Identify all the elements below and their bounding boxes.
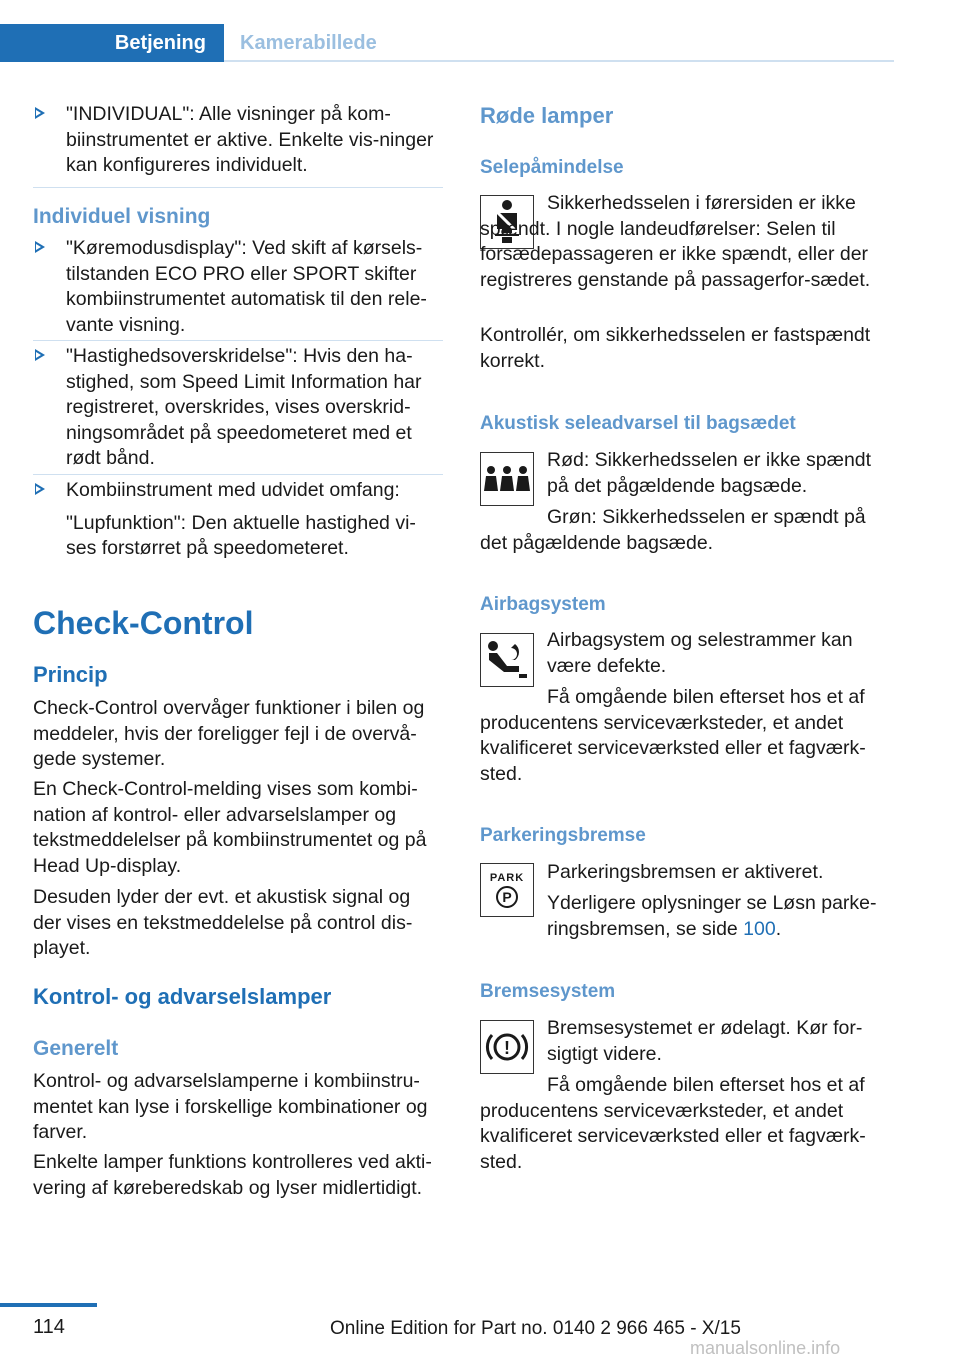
principle-paragraph-1: Check-Control overvåger funktioner i bilen og meddeler, hvis der foreligger fejl i de overvå-gede systemer.: [33, 697, 425, 770]
brake-paragraph-2: Få omgående bilen efterset hos et af producentens serviceværksteder, et andet kvalificeret serviceværksted eller et fagværk-sted.: [480, 1074, 866, 1173]
brake-system-heading: Bremsesystem: [480, 981, 616, 1002]
bullet-speeding: [33, 344, 443, 472]
bullet-text: Kombiinstrument med udvidet omfang:: [66, 479, 400, 501]
bullet-individual: [33, 102, 443, 179]
edition-text: Online Edition for Part no. 0140 2 966 465 - X/15: [330, 1318, 741, 1339]
bullet-drive-mode: [33, 236, 443, 338]
bullet-text: "INDIVIDUAL": Alle visninger på kom-biinstrumentet er aktive. Enkelte vis-ninger kan konfigureres individuelt.: [66, 103, 434, 176]
tab-betjening[interactable]: Betjening: [0, 24, 224, 62]
rear-seatbelt-icon: [480, 452, 534, 506]
triangle-bullet-icon: [35, 107, 45, 119]
triangle-bullet-icon: [35, 349, 45, 361]
airbag-paragraph-2: Få omgående bilen efterset hos et af producentens serviceværksteder, et andet kvalificeret serviceværksted eller et fagværk-sted.: [480, 686, 866, 785]
parking-brake-paragraph-2: [547, 891, 898, 942]
rear-belt-heading: Akustisk seleadvarsel til bagsædet: [480, 413, 796, 434]
lamps-heading: Kontrol- og advarselslamper: [33, 984, 332, 1009]
brake-warning-icon: [480, 1020, 534, 1074]
divider: [33, 340, 443, 341]
airbag-heading: Airbagsystem: [480, 594, 606, 615]
bullet-subtext: "Lupfunktion": Den aktuelle hastighed vi-ses forstørret på speedometeret.: [66, 511, 416, 559]
airbag-paragraph-1: Airbagsystem og selestrammer kan være defekte.: [547, 629, 853, 677]
tab-kamerabillede[interactable]: Kamerabillede: [240, 32, 377, 54]
triangle-bullet-icon: [35, 241, 45, 253]
triangle-bullet-icon: [35, 483, 45, 495]
rear-belt-paragraph-2: Grøn: Sikkerhedsselen er spændt på det pågældende bagsæde.: [480, 506, 866, 554]
principle-heading: Princip: [33, 662, 108, 687]
general-heading: Generelt: [33, 1037, 119, 1060]
bullet-extended: [33, 478, 443, 562]
airbag-warning-icon: [480, 633, 534, 687]
brake-paragraph-1: Bremsesystemet er ødelagt. Kør for-sigtigt videre.: [547, 1017, 863, 1065]
brake-icon-mark: !: [504, 1038, 510, 1058]
seatbelt-paragraph-2: Kontrollér, om sikkerhedsselen er fastspændt korrekt.: [480, 324, 871, 372]
parking-brake-heading: Parkeringsbremse: [480, 825, 646, 846]
chapter-title: Check-Control: [33, 605, 254, 641]
seatbelt-heading: Selepåmindelse: [480, 157, 624, 178]
divider: [33, 187, 443, 188]
page-header: [0, 0, 960, 62]
parking-brake-period: .: [775, 917, 782, 940]
page-link-100[interactable]: 100: [743, 917, 776, 940]
rear-belt-paragraph-1: Rød: Sikkerhedsselen er ikke spændt på det pågældende bagsæde.: [547, 449, 872, 497]
footer-accent-line: [0, 1303, 97, 1307]
divider: [33, 474, 443, 475]
parking-brake-icon: [480, 863, 534, 917]
general-paragraph-1: Kontrol- og advarselslamperne i kombiinstru-mentet kan lyse i forskellige kombinationer og farver.: [33, 1070, 428, 1143]
park-icon-circle: P: [496, 886, 518, 908]
principle-paragraph-3: Desuden lyder der evt. et akustisk signal og der vises en tekstmeddelelse på control dis-playet.: [33, 886, 413, 959]
parking-brake-paragraph-1: Parkeringsbremsen er aktiveret.: [547, 861, 824, 883]
bullet-text: "Køremodusdisplay": Ved skift af kørsels-tilstanden ECO PRO eller SPORT skifter kombiinstrumentet automatisk til den rele-vante visning.: [66, 237, 427, 336]
header-divider: [224, 60, 894, 62]
page-number: 114: [33, 1316, 65, 1338]
red-lamps-heading: Røde lamper: [480, 103, 614, 128]
parking-brake-text: Yderligere oplysninger se Løsn parke-ringsbremsen, se side: [547, 892, 877, 940]
section-heading: Individuel visning: [33, 205, 211, 228]
park-icon-label: PARK: [489, 872, 525, 884]
seatbelt-paragraph-1: Sikkerhedsselen i førersiden er ikke spændt. I nogle landeudførelser: Selen til forsædepassageren er ikke spændt, eller der registreres genstande på passagerfor-sædet.: [480, 192, 871, 291]
general-paragraph-2: Enkelte lamper funktions kontrolleres ved akti-vering af køreberedskab og lyser midlertidigt.: [33, 1151, 432, 1199]
watermark: manualsonline.info: [690, 1338, 841, 1358]
bullet-text: "Hastighedsoverskridelse": Hvis den ha-stighed, som Speed Limit Information har registreret, overskrides, vises overskrid-ningsområdet på speedometeret med et rødt bånd.: [66, 345, 422, 469]
principle-paragraph-2: En Check-Control-melding vises som kombi-nation af kontrol- eller advarselslamper og tekstmeddelelser på kombiinstrumentet og på Head Up-display.: [33, 778, 427, 877]
